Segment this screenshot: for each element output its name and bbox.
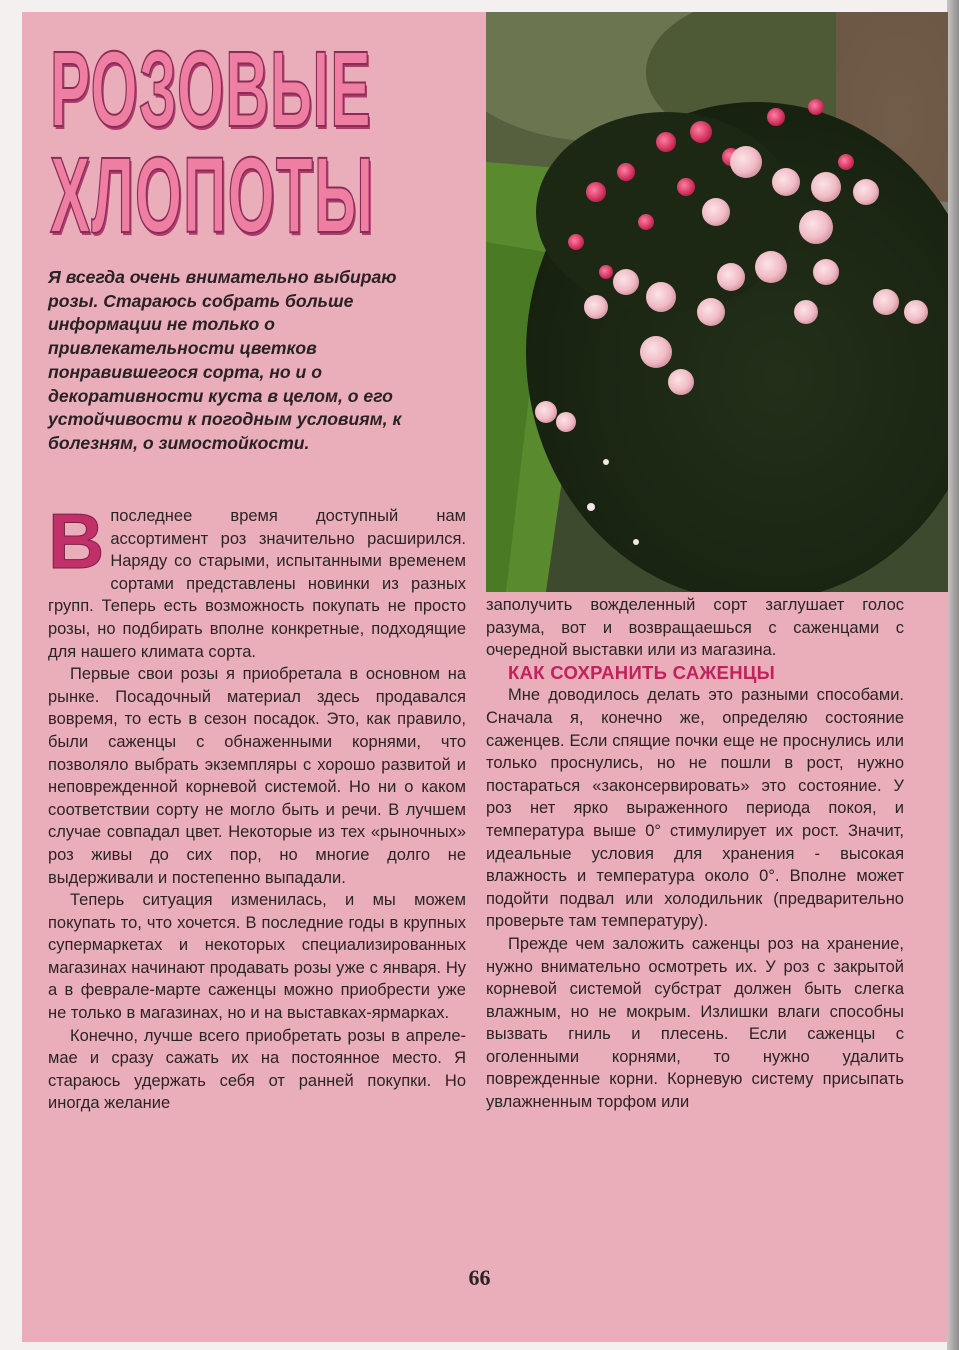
paragraph-6: Прежде чем заложить саженцы роз на хранение, нужно внимательно осмотреть их. У роз с закрытой корневой системой субстрат должен быть слегка влажным, но не мокрым. Излишки влаги способны вызвать гниль и плесень. Если саженцы с оголенными корнями, то нужно удалить поврежденные корни. Корневую систему присыпать увлажненным торфом или — [486, 934, 904, 1112]
title-line-2: ХЛОПОТЫ — [50, 134, 375, 255]
paragraph-4-continued: заполучить вожделенный сорт заглушает голос разума, вот и возвращаешься с саженцами с очередной выставки или из магазина. — [486, 596, 904, 660]
page-spine-shadow — [947, 0, 959, 1350]
article-column-left — [48, 497, 466, 1115]
paragraph-3: Теперь ситуация изменилась, и мы можем покупать то, что хочется. В последние годы в крупных супермаркетах и некоторых специализированных магазинах начинают продавать розы уже с января. Ну а в феврале-марте саженцы можно приобрести уже не только в магазинах, но и на выставках-ярмарках. — [48, 891, 466, 1023]
drop-cap: В — [48, 497, 105, 585]
section-subheading: КАК СОХРАНИТЬ САЖЕНЦЫ — [508, 661, 776, 683]
rose-bush-illustration — [486, 12, 948, 592]
lead-paragraph: Я всегда очень внимательно выбираю розы. Стараюсь собрать больше информации не только о привлекательности цветков понравившегося сорта, но и о декоративности куста в целом, о его устойчивости к погодным условиям, к болезням, о зимостойкости. — [48, 267, 402, 453]
article-title — [50, 28, 375, 255]
paragraph-1-text: последнее время доступный нам ассортимент роз значительно расширился. Наряду со старыми, испытанными временем сортами представлены новинки из разных групп. Теперь есть возможность покупать не просто розы, но подбирать вполне конкретные, подходящие для нашего климата сорта. — [48, 507, 466, 661]
article-column-right — [486, 594, 904, 1114]
page-number: 66 — [468, 1265, 491, 1290]
paragraph-5: Мне доводилось делать это разными способами. Сначала я, конечно же, определяю состояние саженцев. Если спящие почки еще не проснулись или только проснулись, но не пошли в рост, нужно постараться «законсервировать» это состояние. У роз нет ярко выраженного периода покоя, и температура выше 0° стимулирует их рост. Значит, идеальные условия для хранения - высокая влажность и температура около 0°. Вполне может подойти подвал или холодильник (предварительно проверьте там температуру). — [486, 686, 904, 931]
paragraph-4: Конечно, лучше всего приобретать розы в апреле-мае и сразу сажать их на постоянное место. Я стараюсь удержать себя от ранней покупки. Но иногда желание — [48, 1026, 466, 1113]
paragraph-2: Первые свои розы я приобретала в основном на рынке. Посадочный материал здесь продавался вовремя, то есть в сезон посадок. Это, как правило, были саженцы с обнаженными корнями, что позволяло выбрать экземпляры с хорошо развитой и неповрежденной корневой системой. Но ни о каком соответствии сорту не могло быть и речи. В лучшем случае совпадал цвет. Некоторые из тех «рыночных» роз живы до сих пор, но многие долго не выдерживали и постепенно выпадали. — [48, 665, 466, 887]
rose-bush-photo — [486, 12, 948, 592]
paragraph-1 — [48, 497, 466, 663]
title-line-1: РОЗОВЫЕ — [50, 28, 372, 149]
